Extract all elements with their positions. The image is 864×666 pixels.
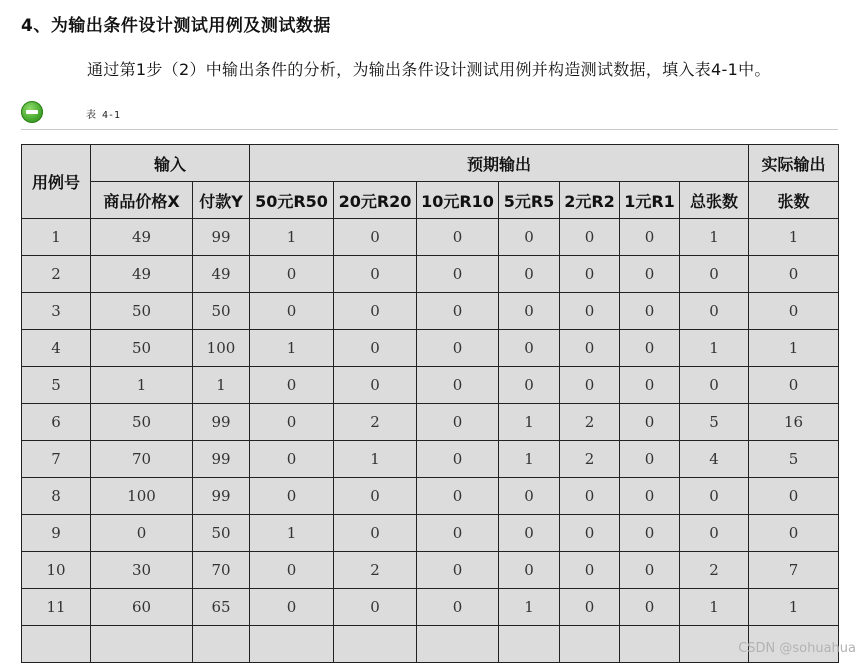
table-cell — [91, 626, 193, 663]
table-row — [22, 441, 839, 478]
table-cell: 3 — [22, 293, 91, 330]
table-cell: 0 — [499, 330, 560, 367]
table-cell: 1 — [749, 219, 839, 256]
table-cell: 0 — [417, 330, 499, 367]
table-row — [22, 404, 839, 441]
table-cell: 0 — [250, 441, 334, 478]
section-heading: 4、为输出条件设计测试用例及测试数据 — [21, 16, 331, 36]
table-cell: 0 — [417, 441, 499, 478]
column-header: 总张数 — [680, 182, 749, 219]
table-cell: 50 — [91, 404, 193, 441]
table-caption: 表 4-1 — [86, 110, 121, 121]
table-cell: 6 — [22, 404, 91, 441]
empty-row — [22, 626, 839, 663]
table-cell: 70 — [193, 552, 250, 589]
table-cell: 0 — [620, 256, 680, 293]
minus-circle-icon[interactable] — [21, 101, 43, 123]
table-row — [22, 367, 839, 404]
table-cell: 0 — [620, 293, 680, 330]
table-cell: 100 — [193, 330, 250, 367]
input-group-header: 输入 — [91, 145, 250, 182]
table-cell: 0 — [749, 293, 839, 330]
table-cell: 0 — [680, 515, 749, 552]
table-cell: 1 — [250, 330, 334, 367]
table-cell: 1 — [499, 441, 560, 478]
table-cell: 8 — [22, 478, 91, 515]
table-cell — [250, 626, 334, 663]
table-cell: 0 — [560, 330, 620, 367]
table-cell: 0 — [417, 293, 499, 330]
case-no-header: 用例号 — [22, 145, 91, 219]
table-cell: 0 — [417, 552, 499, 589]
column-header: 商品价格X — [91, 182, 193, 219]
table-cell: 0 — [560, 367, 620, 404]
table-cell: 16 — [749, 404, 839, 441]
table-row — [22, 515, 839, 552]
table-cell: 0 — [499, 256, 560, 293]
expected-output-group-header: 预期输出 — [250, 145, 749, 182]
column-header: 5元R5 — [499, 182, 560, 219]
table-cell: 0 — [250, 293, 334, 330]
table-cell: 0 — [620, 478, 680, 515]
table-cell: 0 — [560, 552, 620, 589]
column-header: 张数 — [749, 182, 839, 219]
table-cell: 4 — [680, 441, 749, 478]
table-cell: 0 — [334, 219, 417, 256]
table-cell: 0 — [680, 367, 749, 404]
column-header: 付款Y — [193, 182, 250, 219]
table-cell: 0 — [250, 256, 334, 293]
table-cell: 0 — [560, 515, 620, 552]
table-cell: 1 — [749, 589, 839, 626]
column-header-row — [22, 182, 839, 219]
table-cell: 0 — [334, 589, 417, 626]
table-cell: 99 — [193, 404, 250, 441]
table-cell: 1 — [250, 219, 334, 256]
divider — [21, 129, 838, 130]
table-cell: 1 — [193, 367, 250, 404]
table-cell: 0 — [560, 219, 620, 256]
table-cell: 0 — [417, 404, 499, 441]
table-cell: 2 — [334, 404, 417, 441]
table-cell: 0 — [560, 478, 620, 515]
table-row — [22, 478, 839, 515]
table-cell: 0 — [620, 219, 680, 256]
table-row — [22, 293, 839, 330]
column-header: 2元R2 — [560, 182, 620, 219]
table-row — [22, 219, 839, 256]
table-cell: 2 — [22, 256, 91, 293]
table-cell: 30 — [91, 552, 193, 589]
table-cell: 0 — [620, 330, 680, 367]
table-cell: 0 — [499, 515, 560, 552]
column-header: 50元R50 — [250, 182, 334, 219]
table-cell: 0 — [560, 589, 620, 626]
table-cell: 0 — [620, 589, 680, 626]
table-cell: 65 — [193, 589, 250, 626]
table-cell: 0 — [620, 367, 680, 404]
table-cell: 5 — [680, 404, 749, 441]
table-cell: 0 — [250, 478, 334, 515]
table-cell: 1 — [22, 219, 91, 256]
table-cell: 0 — [620, 404, 680, 441]
table-cell: 0 — [417, 515, 499, 552]
table-cell: 1 — [680, 330, 749, 367]
table-cell: 9 — [22, 515, 91, 552]
table-cell: 0 — [749, 515, 839, 552]
table-cell: 11 — [22, 589, 91, 626]
table-cell: 0 — [250, 552, 334, 589]
table-cell: 0 — [749, 367, 839, 404]
table-cell — [193, 626, 250, 663]
table-cell: 0 — [250, 404, 334, 441]
table-cell: 0 — [749, 478, 839, 515]
table-cell: 0 — [560, 293, 620, 330]
table-cell: 50 — [193, 293, 250, 330]
table-cell: 0 — [250, 367, 334, 404]
table-cell — [560, 626, 620, 663]
table-row — [22, 330, 839, 367]
table-cell: 10 — [22, 552, 91, 589]
table-cell: 2 — [680, 552, 749, 589]
table-cell: 0 — [499, 552, 560, 589]
table-cell: 1 — [680, 589, 749, 626]
table-cell: 1 — [499, 404, 560, 441]
column-header: 20元R20 — [334, 182, 417, 219]
table-cell: 2 — [334, 552, 417, 589]
table-cell: 0 — [417, 478, 499, 515]
table-cell: 50 — [193, 515, 250, 552]
table-cell: 0 — [680, 256, 749, 293]
table-cell: 0 — [334, 293, 417, 330]
table-body — [22, 219, 839, 663]
table-cell: 1 — [749, 330, 839, 367]
table-cell: 0 — [620, 441, 680, 478]
table-cell: 0 — [680, 293, 749, 330]
table-cell: 0 — [91, 515, 193, 552]
table-cell: 0 — [334, 515, 417, 552]
column-header: 1元R1 — [620, 182, 680, 219]
table-cell: 99 — [193, 441, 250, 478]
table-cell — [417, 626, 499, 663]
table-cell: 0 — [620, 515, 680, 552]
table-cell: 7 — [749, 552, 839, 589]
table-cell: 1 — [499, 589, 560, 626]
table-cell: 49 — [91, 256, 193, 293]
table-cell: 50 — [91, 330, 193, 367]
table-cell: 99 — [193, 219, 250, 256]
table-cell: 0 — [749, 256, 839, 293]
table-cell: 0 — [417, 256, 499, 293]
table-row — [22, 256, 839, 293]
column-header: 10元R10 — [417, 182, 499, 219]
table-cell: 0 — [680, 478, 749, 515]
table-cell: 1 — [91, 367, 193, 404]
table-cell: 0 — [417, 219, 499, 256]
table-cell — [22, 626, 91, 663]
table-cell — [334, 626, 417, 663]
table-cell: 0 — [499, 478, 560, 515]
table-cell: 0 — [417, 367, 499, 404]
table-cell: 70 — [91, 441, 193, 478]
table-cell: 5 — [749, 441, 839, 478]
table-cell: 2 — [560, 441, 620, 478]
table-cell: 1 — [334, 441, 417, 478]
table-cell: 7 — [22, 441, 91, 478]
table-cell: 1 — [250, 515, 334, 552]
table-cell: 100 — [91, 478, 193, 515]
table-cell: 0 — [250, 589, 334, 626]
table-cell: 1 — [680, 219, 749, 256]
table-cell: 0 — [417, 589, 499, 626]
actual-output-group-header: 实际输出 — [749, 145, 839, 182]
table-cell: 4 — [22, 330, 91, 367]
table-cell: 0 — [334, 330, 417, 367]
table-cell: 0 — [620, 552, 680, 589]
table-cell: 5 — [22, 367, 91, 404]
table-cell: 49 — [91, 219, 193, 256]
test-case-table — [21, 144, 839, 663]
intro-paragraph: 通过第1步（2）中输出条件的分析，为输出条件设计测试用例并构造测试数据，填入表4-1中。 — [87, 60, 771, 79]
table-cell: 0 — [499, 293, 560, 330]
table-row — [22, 552, 839, 589]
table-cell: 2 — [560, 404, 620, 441]
table-cell: 0 — [334, 478, 417, 515]
table-cell: 60 — [91, 589, 193, 626]
table-cell: 0 — [560, 256, 620, 293]
watermark: CSDN @sohuahua — [738, 641, 856, 656]
table-cell: 49 — [193, 256, 250, 293]
table-cell: 0 — [499, 367, 560, 404]
table-cell: 50 — [91, 293, 193, 330]
table-cell: 99 — [193, 478, 250, 515]
table-cell: 0 — [499, 219, 560, 256]
table-cell — [499, 626, 560, 663]
table-row — [22, 589, 839, 626]
table-cell — [620, 626, 680, 663]
table-cell: 0 — [334, 367, 417, 404]
table-cell: 0 — [334, 256, 417, 293]
